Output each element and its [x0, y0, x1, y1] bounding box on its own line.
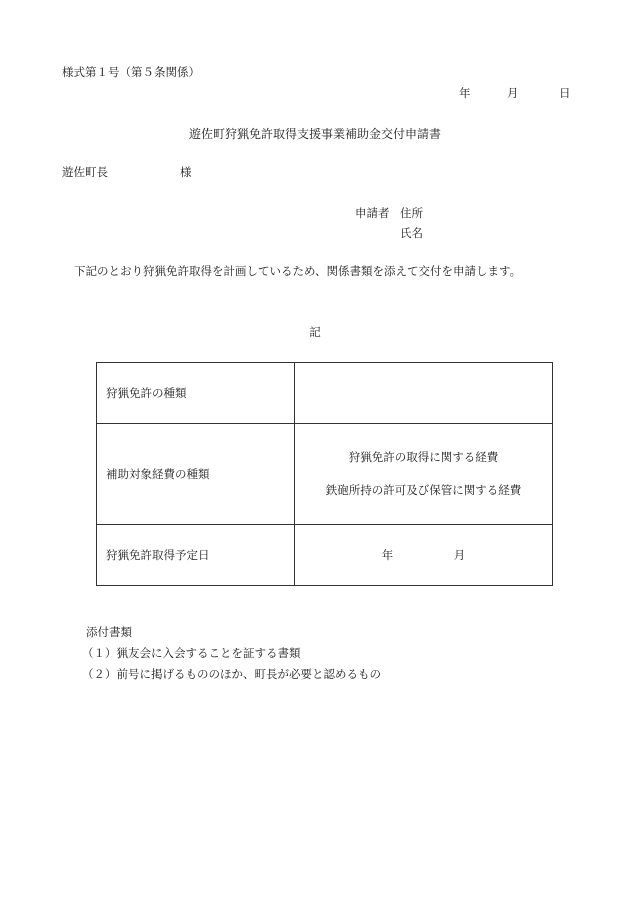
expense-option-firearm: 鉄砲所持の許可及び保管に関する経費 — [325, 483, 522, 497]
body-text: 下記のとおり狩猟免許取得を計画しているため、関係書類を添えて交付を申請します。 — [74, 264, 522, 278]
expense-type-label: 補助対象経費の種類 — [97, 424, 295, 525]
applicant-label: 申請者 — [355, 206, 390, 220]
expense-type-value — [295, 424, 553, 525]
detail-table — [96, 362, 553, 586]
date-day-label: 日 — [559, 86, 571, 100]
license-type-label: 狩猟免許の種類 — [97, 363, 295, 424]
planned-date-value[interactable] — [295, 525, 553, 586]
ki-heading: 記 — [309, 325, 321, 339]
date-line — [459, 88, 571, 100]
date-year-label: 年 — [459, 86, 471, 100]
addressee-honorific: 様 — [180, 165, 192, 179]
date-month-label: 月 — [507, 86, 519, 100]
attachments-heading: 添付書類 — [86, 625, 132, 639]
addressee — [62, 167, 192, 179]
form-number: 様式第１号（第５条関係） — [62, 65, 200, 79]
document-title: 遊佐町狩猟免許取得支援事業補助金交付申請書 — [188, 127, 441, 141]
table-row-planned-date — [97, 525, 553, 586]
table-row-expense-type — [97, 424, 553, 525]
planned-date-label: 狩猟免許取得予定日 — [97, 525, 295, 586]
planned-year-label: 年 — [381, 548, 394, 562]
attachment-item: （１）猟友会に入会することを証する書類 — [82, 646, 301, 660]
license-type-value[interactable] — [295, 363, 553, 424]
table-row-license-type — [97, 363, 553, 424]
address-label: 住所 — [400, 206, 423, 220]
planned-month-label: 月 — [453, 548, 466, 562]
addressee-title: 遊佐町長 — [62, 165, 108, 179]
name-label: 氏名 — [400, 226, 423, 240]
attachment-item: （２）前号に掲げるもののほか、町長が必要と認めるもの — [82, 667, 381, 681]
expense-option-license: 狩猟免許の取得に関する経費 — [348, 449, 499, 464]
